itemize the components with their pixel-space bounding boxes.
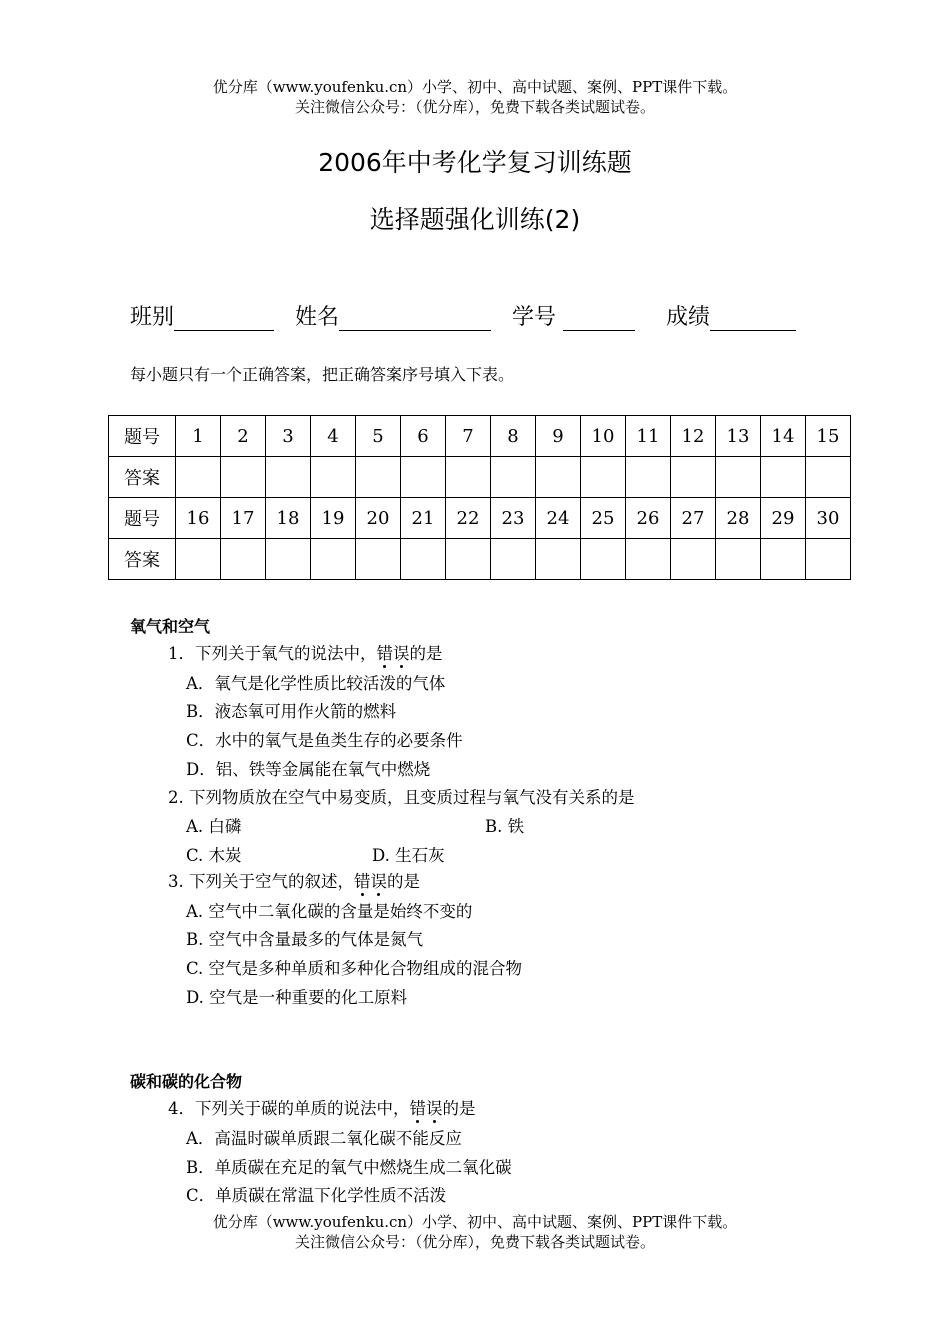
question-number-cell: 18 xyxy=(266,498,311,539)
table-row-questions-2 xyxy=(109,498,851,539)
question-number-cell: 27 xyxy=(671,498,716,539)
question-number-cell: 8 xyxy=(491,416,536,457)
name-label: 姓名 xyxy=(295,305,340,330)
question-number-cell: 19 xyxy=(311,498,356,539)
page-subtitle: 选择题强化训练(2) xyxy=(369,205,581,234)
score-blank[interactable] xyxy=(710,304,796,331)
question-number-cell: 16 xyxy=(176,498,221,539)
question-number-cell: 11 xyxy=(626,416,671,457)
question-number-cell: 24 xyxy=(536,498,581,539)
question-number-cell: 23 xyxy=(491,498,536,539)
q3-option-d: D. 空气是一种重要的化工原料 xyxy=(186,988,408,1007)
section-title-oxygen: 氧气和空气 xyxy=(130,617,211,636)
answer-cell[interactable] xyxy=(221,457,266,498)
id-blank[interactable] xyxy=(563,304,635,331)
q2-option-c: C. 木炭 xyxy=(186,846,242,865)
q3-option-c: C. 空气是多种单质和多种化合物组成的混合物 xyxy=(186,959,523,978)
answer-cell[interactable] xyxy=(446,457,491,498)
answer-cell[interactable] xyxy=(266,457,311,498)
answer-cell[interactable] xyxy=(356,457,401,498)
question-number-cell: 2 xyxy=(221,416,266,457)
question-number-cell: 1 xyxy=(176,416,221,457)
answer-cell[interactable] xyxy=(581,457,626,498)
answer-label-cell: 答案 xyxy=(109,457,176,498)
q2-option-a: A. 白磷 xyxy=(186,817,242,836)
header-line-2: 关注微信公众号：（优分库），免费下载各类试题试卷。 xyxy=(294,98,655,116)
table-row-questions-1 xyxy=(109,416,851,457)
question-1: 1．下列关于氧气的说法中，错误的是 xyxy=(168,644,443,663)
question-label-cell: 题号 xyxy=(109,416,176,457)
question-number-cell: 26 xyxy=(626,498,671,539)
instruction-text: 每小题只有一个正确答案，把正确答案序号填入下表。 xyxy=(130,365,515,384)
question-number-cell: 20 xyxy=(356,498,401,539)
q3-option-a: A. 空气中二氧化碳的含量是始终不变的 xyxy=(186,902,473,921)
answer-cell[interactable] xyxy=(536,457,581,498)
answer-cell[interactable] xyxy=(491,457,536,498)
answer-cell[interactable] xyxy=(671,539,716,580)
answer-cell[interactable] xyxy=(176,539,221,580)
section-title-carbon: 碳和碳的化合物 xyxy=(130,1072,243,1091)
question-number-cell: 17 xyxy=(221,498,266,539)
header-line-1: 优分库（www.youfenku.cn）小学、初中、高中试题、案例、PPT课件下载。 xyxy=(212,78,738,96)
question-number-cell: 21 xyxy=(401,498,446,539)
id-label: 学号 xyxy=(512,305,557,330)
question-number-cell: 6 xyxy=(401,416,446,457)
answer-cell[interactable] xyxy=(806,539,851,580)
score-label: 成绩 xyxy=(666,305,711,330)
answer-label-cell: 答案 xyxy=(109,539,176,580)
table-row-answers-1 xyxy=(109,457,851,498)
q2-option-b: B. 铁 xyxy=(485,817,525,836)
answer-cell[interactable] xyxy=(266,539,311,580)
question-number-cell: 29 xyxy=(761,498,806,539)
question-number-cell: 14 xyxy=(761,416,806,457)
question-number-cell: 10 xyxy=(581,416,626,457)
question-4: 4．下列关于碳的单质的说法中，错误的是 xyxy=(168,1099,476,1118)
question-number-cell: 22 xyxy=(446,498,491,539)
q2-option-d: D. 生石灰 xyxy=(372,846,445,865)
answer-cell[interactable] xyxy=(626,457,671,498)
q1-option-c: C．水中的氧气是鱼类生存的必要条件 xyxy=(186,731,463,750)
q4-option-b: B．单质碳在充足的氧气中燃烧生成二氧化碳 xyxy=(186,1158,512,1177)
student-info-row xyxy=(130,300,810,331)
question-number-cell: 4 xyxy=(311,416,356,457)
answer-cell[interactable] xyxy=(581,539,626,580)
question-number-cell: 3 xyxy=(266,416,311,457)
answer-cell[interactable] xyxy=(311,457,356,498)
table-row-answers-2 xyxy=(109,539,851,580)
answer-cell[interactable] xyxy=(401,539,446,580)
question-2: 2. 下列物质放在空气中易变质，且变质过程与氧气没有关系的是 xyxy=(168,788,635,807)
answer-cell[interactable] xyxy=(716,539,761,580)
footer-line-2: 关注微信公众号：（优分库），免费下载各类试题试卷。 xyxy=(294,1233,655,1251)
question-number-cell: 30 xyxy=(806,498,851,539)
q3-option-b: B. 空气中含量最多的气体是氮气 xyxy=(186,930,424,949)
answer-cell[interactable] xyxy=(221,539,266,580)
q1-option-d: D．铝、铁等金属能在氧气中燃烧 xyxy=(186,760,431,779)
question-number-cell: 28 xyxy=(716,498,761,539)
class-blank[interactable] xyxy=(174,304,274,331)
class-label: 班别 xyxy=(130,305,175,330)
answer-cell[interactable] xyxy=(491,539,536,580)
question-number-cell: 13 xyxy=(716,416,761,457)
q1-option-a: A．氧气是化学性质比较活泼的气体 xyxy=(186,674,446,693)
question-number-cell: 9 xyxy=(536,416,581,457)
question-number-cell: 12 xyxy=(671,416,716,457)
answer-cell[interactable] xyxy=(806,457,851,498)
q4-option-a: A．高温时碳单质跟二氧化碳不能反应 xyxy=(186,1129,462,1148)
answer-cell[interactable] xyxy=(401,457,446,498)
q4-option-c: C．单质碳在常温下化学性质不活泼 xyxy=(186,1186,447,1205)
answer-cell[interactable] xyxy=(356,539,401,580)
question-3: 3. 下列关于空气的叙述，错误的是 xyxy=(168,872,420,891)
answer-table xyxy=(108,415,851,580)
answer-cell[interactable] xyxy=(311,539,356,580)
footer-line-1: 优分库（www.youfenku.cn）小学、初中、高中试题、案例、PPT课件下载。 xyxy=(212,1213,738,1231)
answer-cell[interactable] xyxy=(536,539,581,580)
question-label-cell: 题号 xyxy=(109,498,176,539)
page-title: 2006年中考化学复习训练题 xyxy=(318,148,632,177)
answer-cell[interactable] xyxy=(671,457,716,498)
answer-cell[interactable] xyxy=(716,457,761,498)
answer-cell[interactable] xyxy=(176,457,221,498)
answer-cell[interactable] xyxy=(761,457,806,498)
question-number-cell: 15 xyxy=(806,416,851,457)
question-number-cell: 7 xyxy=(446,416,491,457)
question-number-cell: 25 xyxy=(581,498,626,539)
answer-cell[interactable] xyxy=(626,539,671,580)
answer-cell[interactable] xyxy=(446,539,491,580)
answer-cell[interactable] xyxy=(761,539,806,580)
name-blank[interactable] xyxy=(339,304,491,331)
q1-option-b: B．液态氧可用作火箭的燃料 xyxy=(186,702,397,721)
question-number-cell: 5 xyxy=(356,416,401,457)
